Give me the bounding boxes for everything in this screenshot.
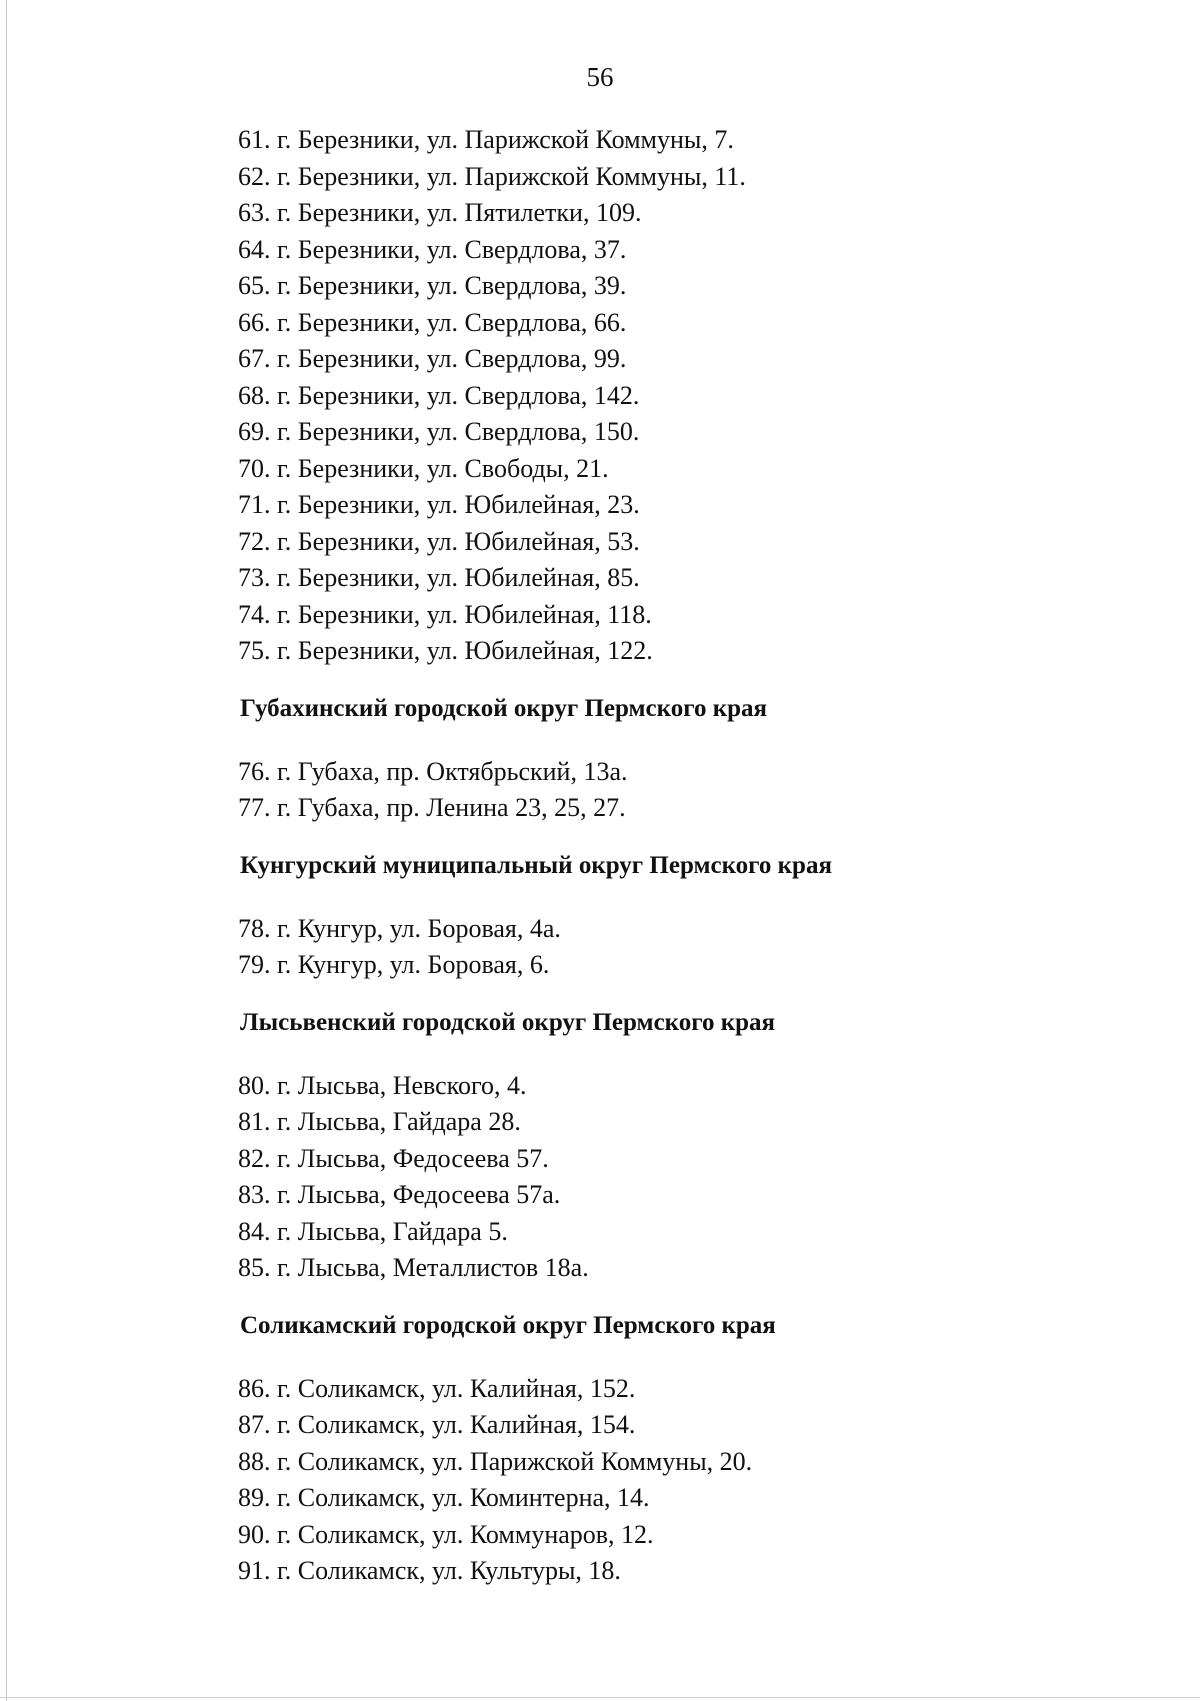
list-item: 82. г. Лысьва, Федосеева 57. [238, 1143, 549, 1173]
list-item: 86. г. Соликамск, ул. Калийная, 152. [238, 1373, 636, 1403]
section-heading: Лысьвенский городской округ Пермского края [240, 1008, 776, 1036]
list-item: 77. г. Губаха, пр. Ленина 23, 25, 27. [238, 793, 626, 822]
address-list [238, 122, 1138, 1590]
list-item: 84. г. Лысьва, Гайдара 5. [238, 1216, 508, 1246]
list-item: 85. г. Лысьва, Металлистов 18а. [238, 1253, 589, 1282]
list-item: 76. г. Губаха, пр. Октябрьский, 13а. [238, 756, 628, 786]
list-item: 91. г. Соликамск, ул. Культуры, 18. [238, 1556, 621, 1585]
list-item: 88. г. Соликамск, ул. Парижской Коммуны, 20. [238, 1446, 753, 1476]
list-item: 87. г. Соликамск, ул. Калийная, 154. [238, 1410, 636, 1439]
list-item: 83. г. Лысьва, Федосеева 57а. [238, 1180, 561, 1209]
list-item: 71. г. Березники, ул. Юбилейная, 23. [238, 490, 640, 519]
scan-edge-bottom [0, 1697, 1200, 1698]
list-item: 74. г. Березники, ул. Юбилейная, 118. [238, 599, 652, 629]
list-item: 70. г. Березники, ул. Свободы, 21. [238, 453, 609, 483]
section-solikamsk [238, 1311, 1138, 1590]
list-item: 64. г. Березники, ул. Свердлова, 37. [238, 234, 627, 264]
scan-edge-left [6, 0, 7, 1701]
list-item: 65. г. Березники, ул. Свердлова, 39. [238, 271, 627, 300]
list-item: 80. г. Лысьва, Невского, 4. [238, 1070, 527, 1100]
list-item: 62. г. Березники, ул. Парижской Коммуны, 11. [238, 161, 746, 191]
list-item: 66. г. Березники, ул. Свердлова, 66. [238, 307, 627, 337]
section-kungur [238, 851, 1138, 984]
list-item: 72. г. Березники, ул. Юбилейная, 53. [238, 526, 640, 556]
list-item: 61. г. Березники, ул. Парижской Коммуны, 7. [238, 125, 734, 154]
section-heading: Кунгурский муниципальный округ Пермского края [240, 851, 832, 879]
list-item: 69. г. Березники, ул. Свердлова, 150. [238, 417, 640, 446]
list-item: 68. г. Березники, ул. Свердлова, 142. [238, 380, 640, 410]
list-item: 81. г. Лысьва, Гайдара 28. [238, 1107, 521, 1136]
list-item: 90. г. Соликамск, ул. Коммунаров, 12. [238, 1519, 654, 1549]
section-gubakha [238, 694, 1138, 827]
list-item: 63. г. Березники, ул. Пятилетки, 109. [238, 198, 642, 227]
page-number: 56 [586, 62, 614, 92]
section-heading: Губахинский городской округ Пермского края [240, 694, 768, 722]
list-item: 79. г. Кунгур, ул. Боровая, 6. [238, 950, 550, 979]
list-item: 75. г. Березники, ул. Юбилейная, 122. [238, 636, 653, 665]
section-berezniki [238, 122, 1138, 670]
section-heading: Соликамский городской округ Пермского края [240, 1311, 776, 1339]
section-lysva [238, 1008, 1138, 1287]
list-item: 78. г. Кунгур, ул. Боровая, 4а. [238, 913, 561, 943]
list-item: 89. г. Соликамск, ул. Коминтерна, 14. [238, 1483, 650, 1512]
list-item: 67. г. Березники, ул. Свердлова, 99. [238, 344, 627, 373]
list-item: 73. г. Березники, ул. Юбилейная, 85. [238, 563, 640, 592]
